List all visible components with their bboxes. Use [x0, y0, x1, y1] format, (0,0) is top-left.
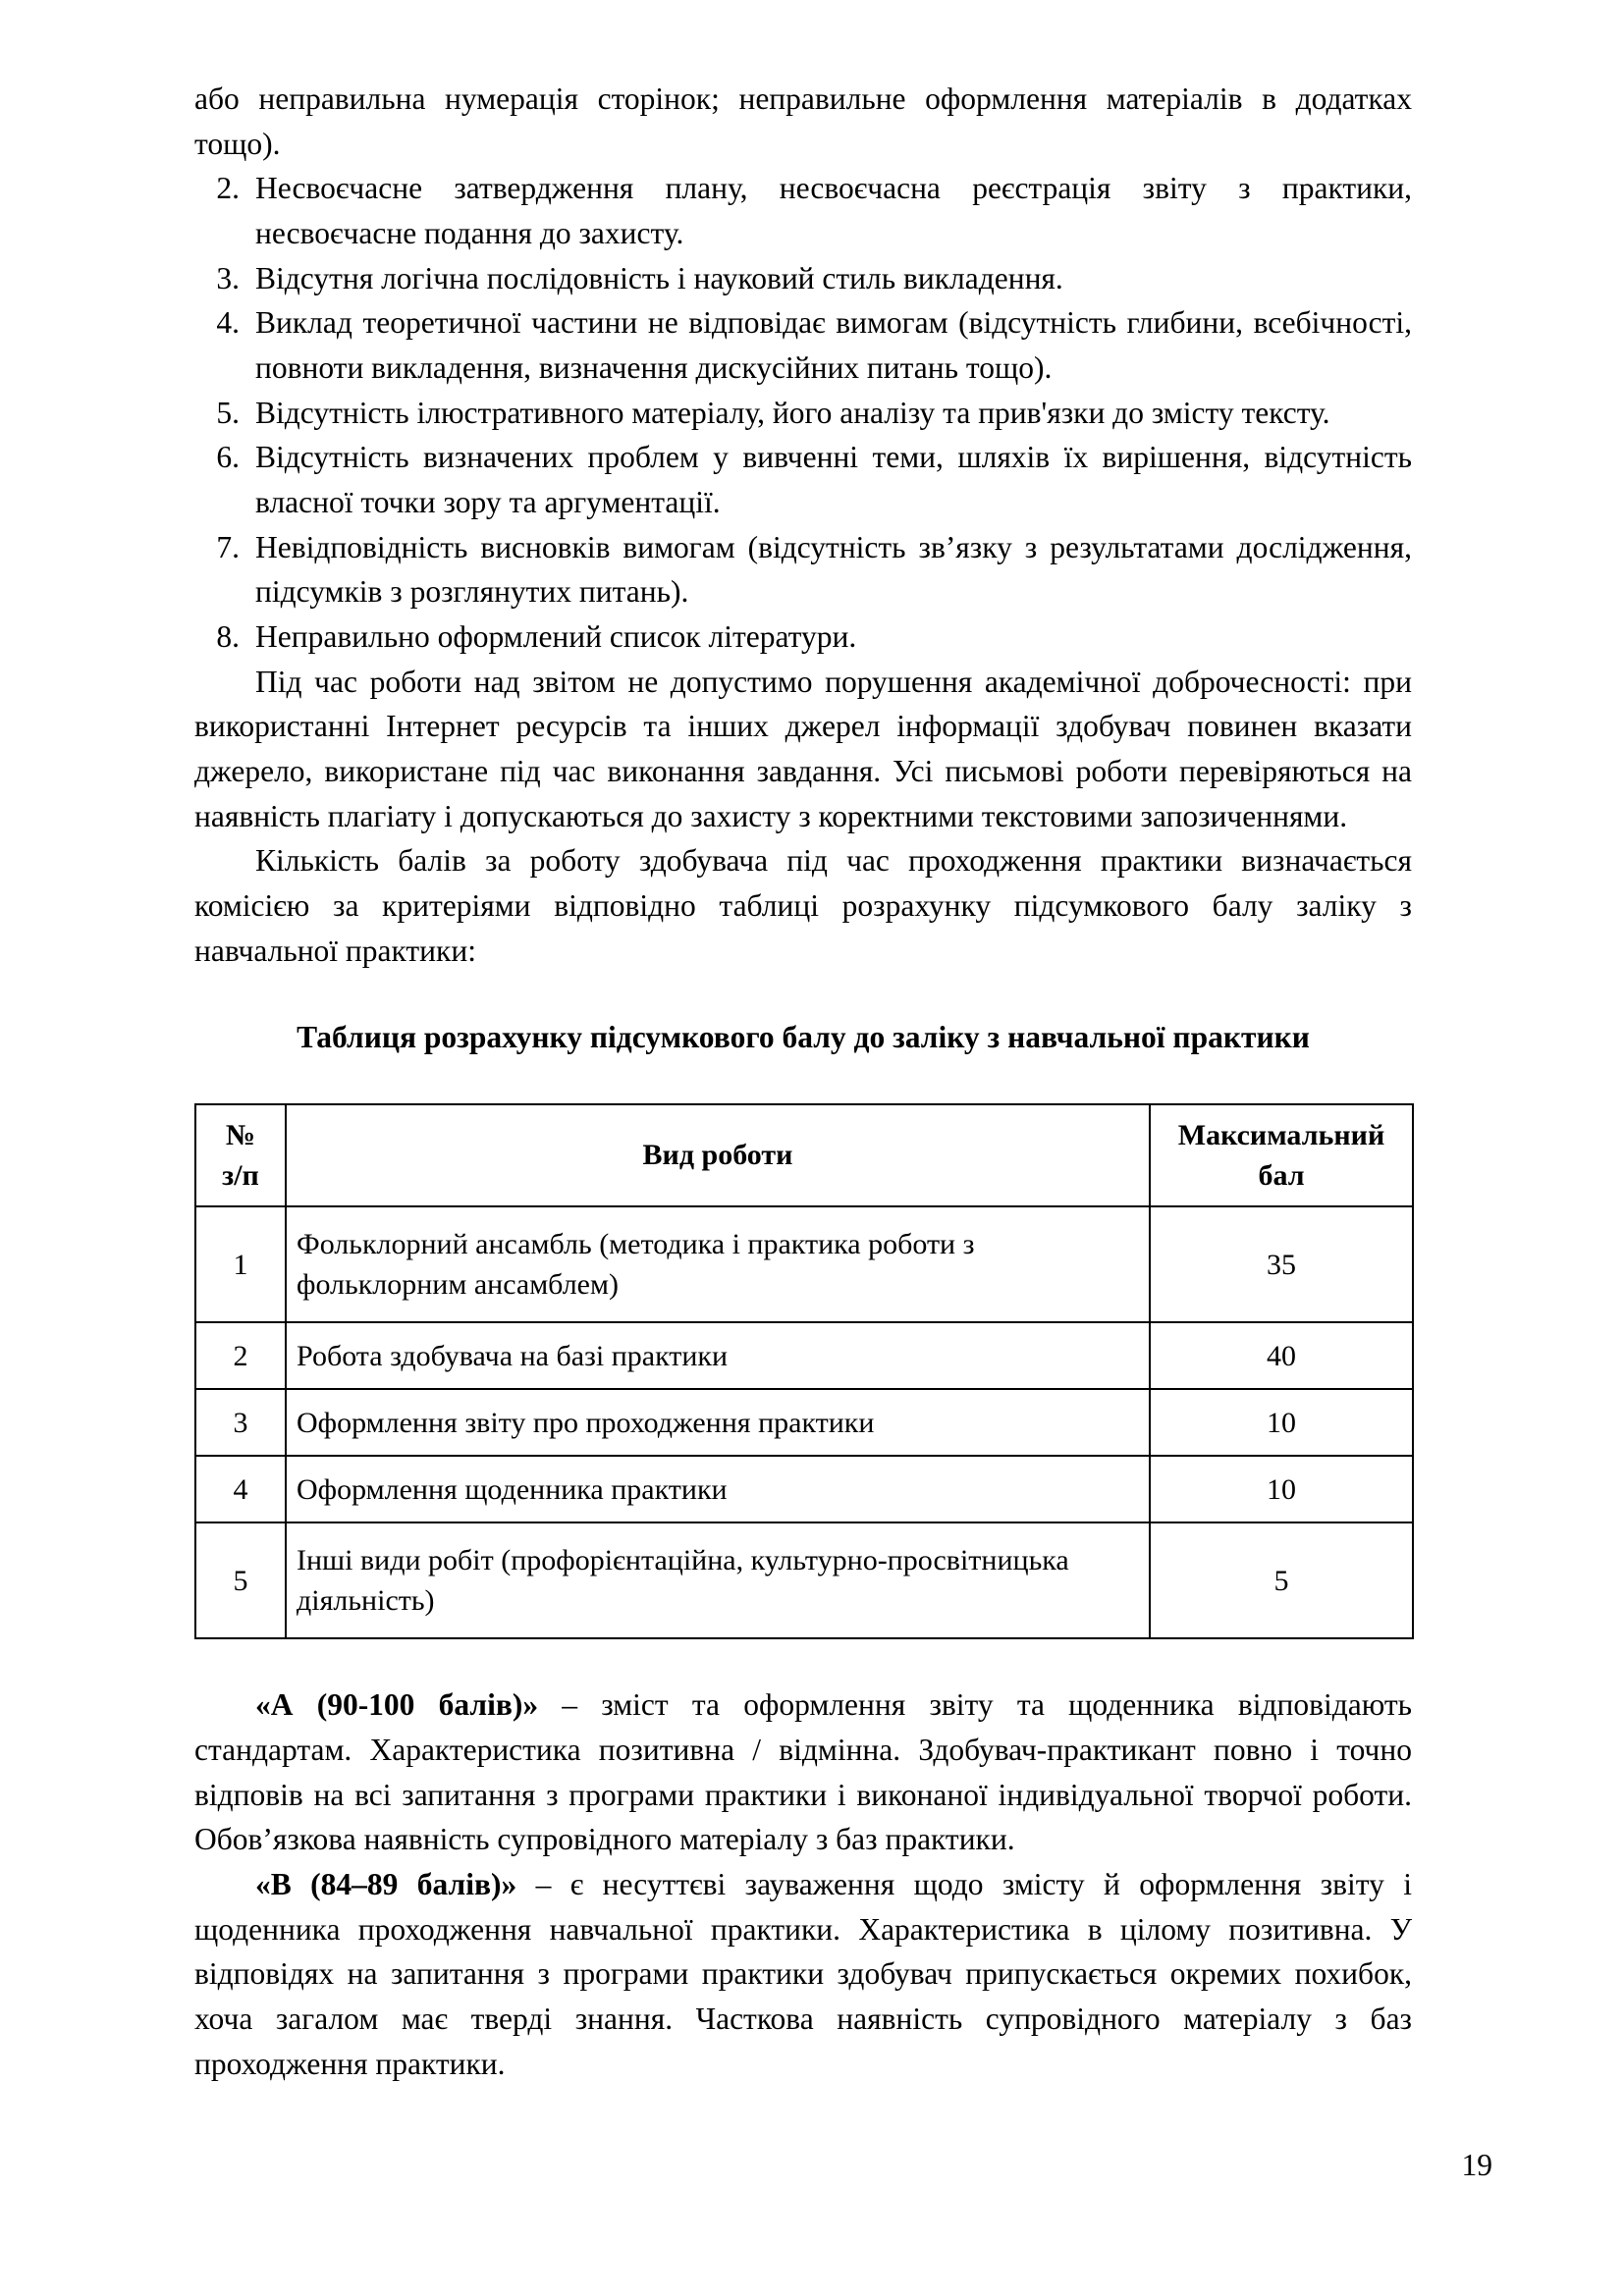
list-item-1-continuation: або неправильна нумерація сторінок; неправильне оформлення матеріалів в додатках тощо).	[194, 81, 1412, 161]
list-item	[194, 614, 1412, 660]
table-cell-number: 3	[195, 1389, 286, 1456]
grade-b-paragraph	[194, 1862, 1412, 2086]
table-header-score	[1150, 1104, 1413, 1207]
table-cell-work: Фольклорний ансамбль (методика і практика роботи з фольклорним ансамблем)	[286, 1206, 1150, 1322]
list-item	[194, 525, 1412, 614]
grade-a-label: «А (90-100 балів)»	[255, 1687, 539, 1723]
list-item-text: Невідповідність висновків вимогам (відсутність зв’язку з результатами дослідження, підсумків з розглянутих питань).	[255, 529, 1412, 610]
list-item-marker: 7.	[216, 529, 240, 564]
page-number: 19	[1461, 2147, 1492, 2182]
list-item-text: Неправильно оформлений список літератури.	[255, 619, 857, 655]
table-cell-number: 5	[195, 1522, 286, 1638]
table-caption: Таблиця розрахунку підсумкового балу до заліку з навчальної практики	[297, 1020, 1310, 1055]
table-cell-work: Робота здобувача на базі практики	[286, 1322, 1150, 1389]
table-header-row	[195, 1104, 1413, 1207]
grade-b-text: – є несуттєві зауваження щодо змісту й оформлення звіту і щоденника проходження навчальної практики. Характеристика в цілому позитивна. У відповідях на запитання з програми практики здобувач припускається окремих похибок, хоча загалом має тверді знання. Часткова наявність супровідного матеріалу з баз проходження практики.	[194, 1867, 1412, 2081]
table-cell-number: 1	[195, 1206, 286, 1322]
list-item	[194, 256, 1412, 301]
list-item-marker: 3.	[216, 260, 240, 295]
table-row	[195, 1206, 1413, 1322]
list-item-text: Відсутність визначених проблем у вивченні теми, шляхів їх вирішення, відсутність власної точки зору та аргументації.	[255, 440, 1412, 520]
grade-a-text: – зміст та оформлення звіту та щоденника відповідають стандартам. Характеристика позитивна / відмінна. Здобувач-практикант повно і точно відповів на всі запитання з програми практики і виконаної індивідуальної творчої роботи. Обов’язкова наявність супровідного матеріалу з баз практики.	[194, 1687, 1412, 1857]
table-cell-score: 40	[1150, 1322, 1413, 1389]
shortcomings-list	[194, 166, 1412, 659]
list-item	[194, 166, 1412, 255]
table-header-score-line2: бал	[1258, 1158, 1305, 1192]
list-item-text: Несвоєчасне затвердження плану, несвоєчасна реєстрація звіту з практики, несвоєчасне подання до захисту.	[255, 171, 1412, 251]
table-cell-score: 5	[1150, 1522, 1413, 1638]
caption-spacer	[194, 973, 1412, 1016]
list-item-text: Виклад теоретичної частини не відповідає вимогам (відсутність глибини, всебічності, повноти викладення, визначення дискусійних питань тощо).	[255, 305, 1412, 386]
table-row	[195, 1389, 1413, 1456]
table-cell-score: 35	[1150, 1206, 1413, 1322]
table-cell-work: Інші види робіт (профорієнтаційна, культурно-просвітницька діяльність)	[286, 1522, 1150, 1638]
table-row	[195, 1322, 1413, 1389]
table-row	[195, 1522, 1413, 1638]
score-calculation-table	[194, 1103, 1414, 1640]
table-header-number	[195, 1104, 286, 1207]
list-item-marker: 6.	[216, 440, 240, 475]
page-content	[194, 77, 1412, 2086]
table-cell-work: Оформлення щоденника практики	[286, 1456, 1150, 1522]
academic-integrity-paragraph: Під час роботи над звітом не допустимо порушення академічної доброчесності: при використанні Інтернет ресурсів та інших джерел інформації здобувач повинен вказати джерело, використане під час виконання завдання. Усі письмові роботи перевіряються на наявність плагіату і допускаються до захисту з коректними текстовими запозиченнями.	[194, 664, 1412, 833]
list-item-marker: 8.	[216, 619, 240, 655]
table-cell-score: 10	[1150, 1456, 1413, 1522]
list-item-marker: 5.	[216, 395, 240, 430]
table-cell-number: 2	[195, 1322, 286, 1389]
list-item-marker: 4.	[216, 305, 240, 341]
table-spacer	[194, 1060, 1412, 1103]
table-header-number-line2: з/п	[222, 1158, 259, 1192]
table-cell-score: 10	[1150, 1389, 1413, 1456]
list-item	[194, 300, 1412, 390]
table-header-number-line1: №	[225, 1118, 256, 1151]
scoring-intro-paragraph: Кількість балів за роботу здобувача під час проходження практики визначається комісією за критеріями відповідно таблиці розрахунку підсумкового балу заліку з навчальної практики:	[194, 843, 1412, 968]
list-item	[194, 435, 1412, 524]
table-row	[195, 1456, 1413, 1522]
list-item-marker: 2.	[216, 171, 240, 206]
after-table-spacer	[194, 1639, 1412, 1682]
table-header-work: Вид роботи	[286, 1104, 1150, 1207]
grade-b-label: «В (84–89 балів)»	[255, 1867, 517, 1901]
table-cell-number: 4	[195, 1456, 286, 1522]
list-item-text: Відсутність ілюстративного матеріалу, його аналізу та прив'язки до змісту тексту.	[255, 395, 1330, 430]
grade-a-paragraph	[194, 1682, 1412, 1862]
list-item	[194, 391, 1412, 436]
table-cell-work: Оформлення звіту про проходження практики	[286, 1389, 1150, 1456]
list-item-text: Відсутня логічна послідовність і науковий стиль викладення.	[255, 260, 1063, 295]
table-header-score-line1: Максимальний	[1177, 1118, 1385, 1151]
